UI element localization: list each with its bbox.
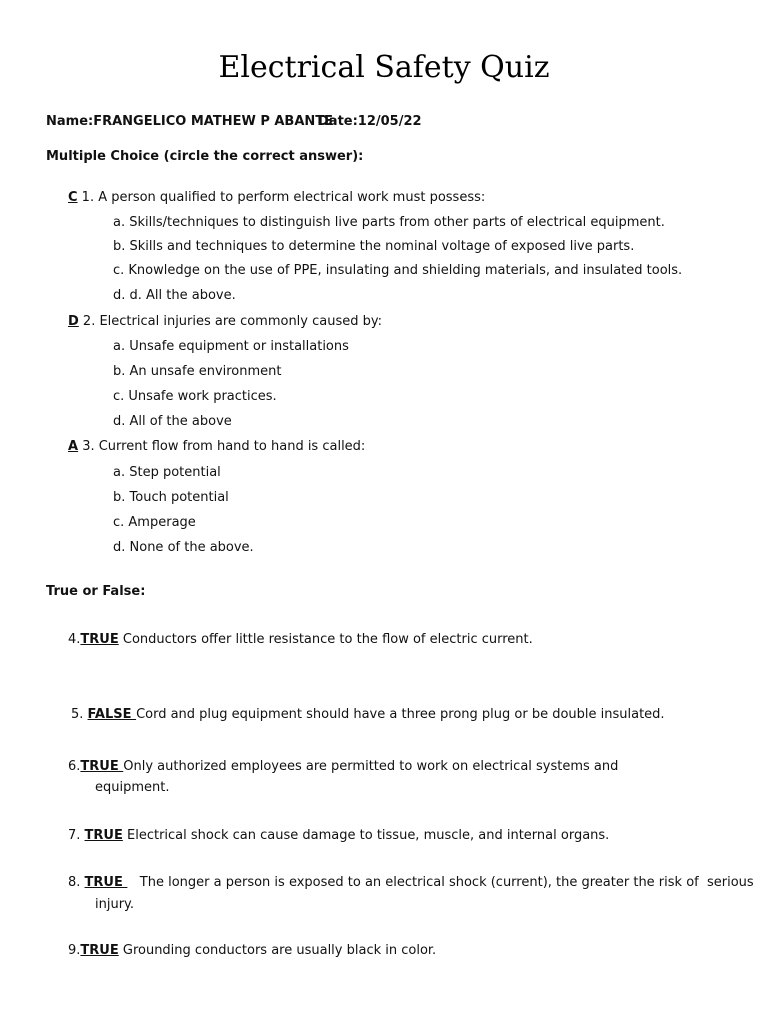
quiz-date: Date:12/05/22 — [318, 114, 422, 129]
tf-item-8-number: 8. — [68, 875, 85, 890]
question-3 — [68, 438, 365, 456]
tf-item-7-number: 7. — [68, 828, 85, 843]
tf-item-7-answer: TRUE — [84, 828, 123, 843]
tf-item-6-text: Only authorized employees are permitted to work on electrical systems and — [123, 759, 619, 774]
question-2-option-c: c. Unsafe work practices. — [113, 389, 277, 404]
question-2-answer: D — [68, 314, 79, 329]
question-3-option-d: d. None of the above. — [113, 540, 254, 555]
question-3-option-b: b. Touch potential — [113, 490, 229, 505]
tf-item-5-number: 5. — [71, 707, 88, 722]
tf-item-8 — [68, 874, 754, 892]
question-2-option-b: b. An unsafe environment — [113, 364, 282, 379]
question-1-option-d: d. d. All the above. — [113, 288, 236, 303]
tf-item-4-text: Conductors offer little resistance to the flow of electric current. — [118, 632, 533, 647]
true-false-heading: True or False: — [46, 584, 146, 599]
question-3-text: 3. Current flow from hand to hand is called: — [78, 439, 366, 454]
question-1 — [68, 189, 485, 207]
tf-item-6-number: 6. — [68, 759, 81, 774]
tf-item-6-answer: TRUE — [80, 759, 124, 774]
tf-item-9-text: Grounding conductors are usually black in color. — [118, 943, 437, 958]
tf-item-8-text: The longer a person is exposed to an electrical shock (current), the greater the risk of serious — [127, 875, 754, 890]
tf-item-6-continuation: equipment. — [95, 780, 170, 795]
tf-item-5-text: Cord and plug equipment should have a three prong plug or be double insulated. — [136, 707, 665, 722]
tf-item-7 — [68, 827, 609, 845]
tf-item-6 — [68, 758, 618, 776]
question-2-option-d: d. All of the above — [113, 414, 232, 429]
question-2-option-a: a. Unsafe equipment or installations — [113, 339, 349, 354]
student-name: Name:FRANGELICO MATHEW P ABANTE — [46, 114, 334, 129]
question-1-option-b: b. Skills and techniques to determine the nominal voltage of exposed live parts. — [113, 239, 635, 254]
question-1-option-c: c. Knowledge on the use of PPE, insulating and shielding materials, and insulated tools. — [113, 263, 683, 278]
tf-item-4-answer: TRUE — [80, 632, 119, 647]
tf-item-9-answer: TRUE — [80, 943, 119, 958]
tf-item-8-answer: TRUE — [84, 875, 128, 890]
tf-item-8-continuation: injury. — [95, 897, 135, 912]
tf-item-7-text: Electrical shock can cause damage to tissue, muscle, and internal organs. — [122, 828, 610, 843]
multiple-choice-heading: Multiple Choice (circle the correct answer): — [46, 149, 364, 164]
tf-item-5 — [71, 706, 665, 724]
question-2 — [68, 313, 382, 331]
tf-item-9 — [68, 942, 436, 960]
tf-item-5-answer: FALSE — [87, 707, 137, 722]
question-3-answer: A — [68, 439, 79, 454]
question-1-answer: C — [68, 190, 78, 205]
question-3-option-a: a. Step potential — [113, 465, 221, 480]
question-2-text: 2. Electrical injuries are commonly caused by: — [78, 314, 383, 329]
question-1-option-a: a. Skills/techniques to distinguish live parts from other parts of electrical equipment. — [113, 215, 665, 230]
tf-item-9-number: 9. — [68, 943, 81, 958]
question-1-text: 1. A person qualified to perform electrical work must possess: — [77, 190, 486, 205]
question-3-option-c: c. Amperage — [113, 515, 196, 530]
tf-item-4-number: 4. — [68, 632, 81, 647]
page-title: Electrical Safety Quiz — [218, 50, 550, 85]
tf-item-4 — [68, 631, 533, 649]
